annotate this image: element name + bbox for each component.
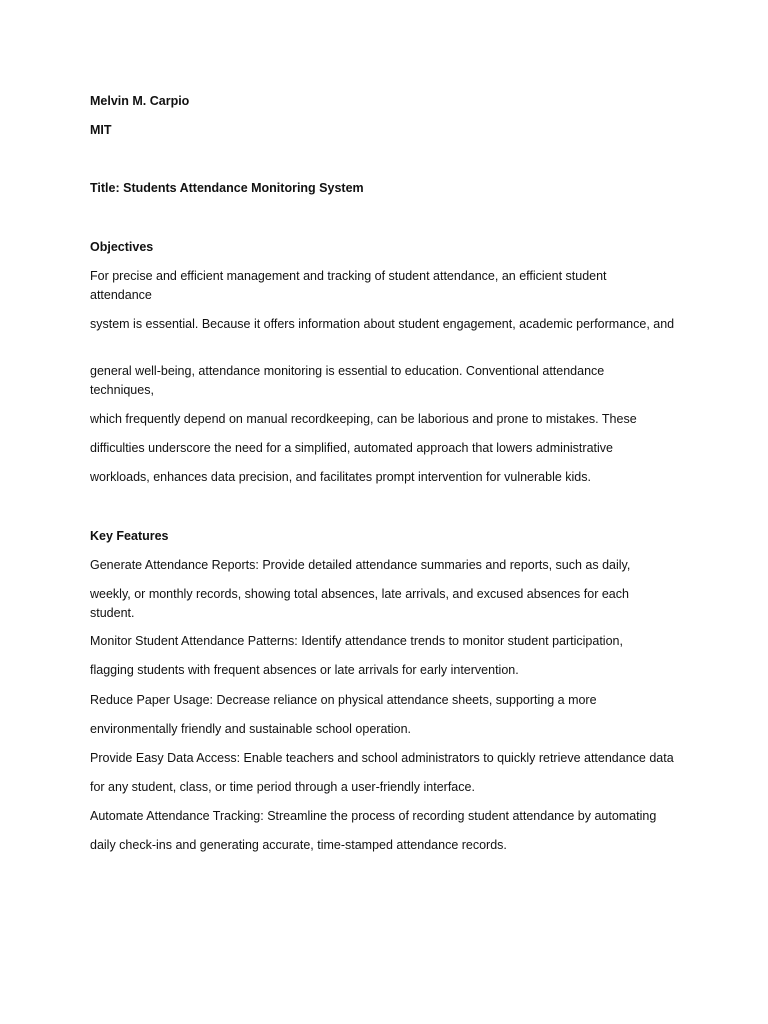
objectives-line-3: general well-being, attendance monitoring is essential to education. Conventional attendance techniques,: [90, 364, 605, 397]
key-features-line-10: daily check-ins and generating accurate, time-stamped attendance records.: [90, 838, 507, 852]
key-features-line-5: Reduce Paper Usage: Decrease reliance on physical attendance sheets, supporting a more: [90, 693, 597, 707]
key-features-line-2: weekly, or monthly records, showing total absences, late arrivals, and excused absences for each student.: [90, 587, 629, 620]
objectives-line-2: system is essential. Because it offers information about student engagement, academic performance, and: [90, 317, 675, 331]
document-title: Title: Students Attendance Monitoring System: [90, 181, 364, 195]
objectives-line-4: which frequently depend on manual recordkeeping, can be laborious and prone to mistakes. These: [90, 412, 637, 426]
key-features-line-1: Generate Attendance Reports: Provide detailed attendance summaries and reports, such as daily,: [90, 558, 631, 572]
objectives-line-6: workloads, enhances data precision, and facilitates prompt intervention for vulnerable kids.: [90, 470, 591, 484]
key-features-heading: Key Features: [90, 529, 169, 543]
objectives-line-1: For precise and efficient management and tracking of student attendance, an efficient student attendance: [90, 269, 607, 302]
key-features-line-9: Automate Attendance Tracking: Streamline the process of recording student attendance by automating: [90, 809, 657, 823]
key-features-line-3: Monitor Student Attendance Patterns: Identify attendance trends to monitor student participation,: [90, 634, 623, 648]
objectives-heading: Objectives: [90, 240, 154, 254]
program-name: MIT: [90, 123, 112, 137]
key-features-line-6: environmentally friendly and sustainable school operation.: [90, 722, 412, 736]
key-features-line-8: for any student, class, or time period through a user-friendly interface.: [90, 780, 475, 794]
objectives-line-5: difficulties underscore the need for a simplified, automated approach that lowers administrative: [90, 441, 613, 455]
author-name: Melvin M. Carpio: [90, 94, 190, 108]
key-features-line-4: flagging students with frequent absences or late arrivals for early intervention.: [90, 663, 519, 677]
key-features-line-7: Provide Easy Data Access: Enable teachers and school administrators to quickly retrieve attendance data: [90, 751, 674, 765]
